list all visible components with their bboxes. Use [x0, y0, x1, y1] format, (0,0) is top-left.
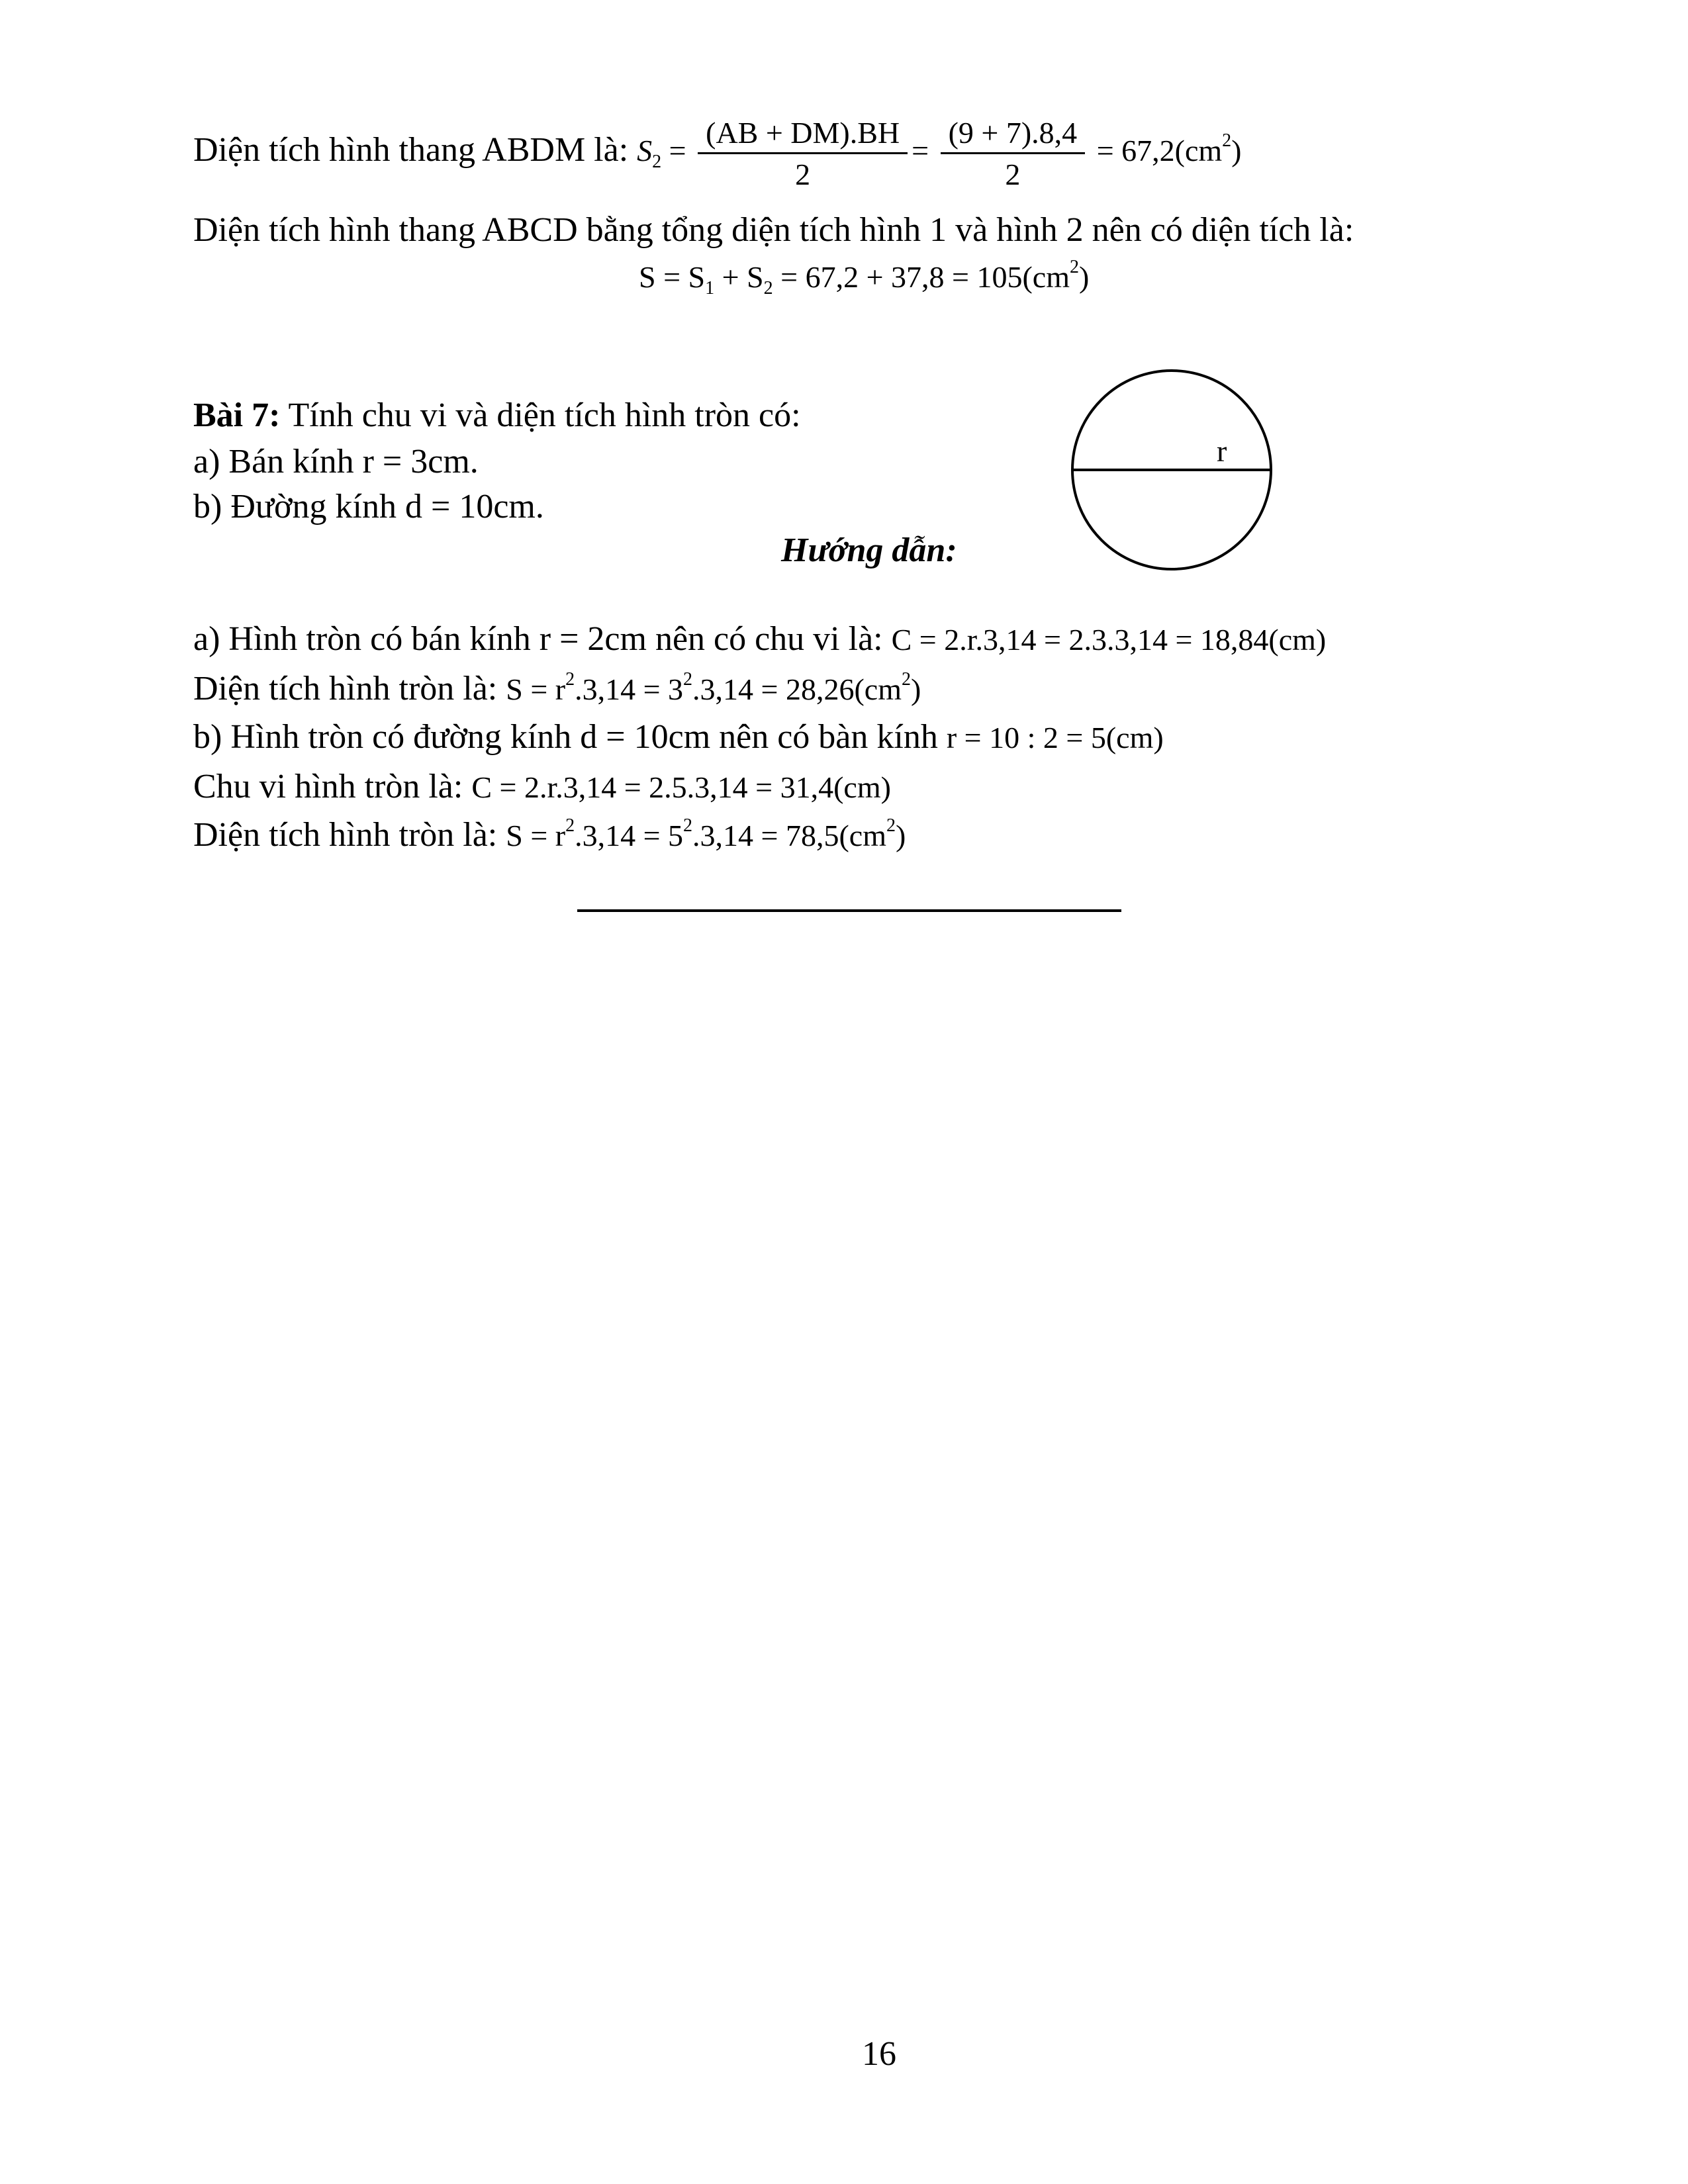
problem7-part-a: a) Bán kính r = 3cm. — [193, 443, 479, 480]
problem7-heading — [193, 398, 801, 433]
fraction-symbolic — [698, 118, 908, 190]
fraction-numerator: (9 + 7).8,4 — [941, 118, 1086, 154]
solution-area2-line: Diện tích hình tròn là: $S = r^2.3,14 = 5^2.3,14 = 78,5(cm^2)$ — [193, 815, 906, 854]
abdm-area-formula: $S_2$ = $\frac{(AB + DM).BH}{2}$ = $\frac{(9 + 7).8,4}{2}$ = $67,2(cm^2)$ — [637, 116, 1242, 191]
circle-diagram — [1059, 364, 1284, 576]
fraction-denominator: 2 — [795, 158, 811, 191]
solution-perimeter-line: Chu vi hình tròn là: C = 2.r.3,14 = 2.5.3,14 = 31,4(cm) — [193, 768, 891, 805]
abcd-area-formula: $S = S_1 + S_2 = 67,2 + 37,8 = 105(cm^2)$ — [639, 257, 1090, 298]
abdm-area-line — [193, 118, 1241, 190]
fraction-denominator: 2 — [1005, 158, 1021, 191]
problem-number: Bài 7: — [193, 396, 281, 434]
section-divider — [577, 909, 1121, 912]
problem7-part-b: b) Đường kính d = 10cm. — [193, 488, 544, 525]
solution-b-line: b) Hình tròn có đường kính d = 10cm nên có bàn kính r = 10 : 2 = 5(cm) — [193, 718, 1164, 756]
page-number: 16 — [862, 2035, 896, 2073]
problem-prompt: Tính chu vi và diện tích hình tròn có: — [288, 396, 801, 434]
abdm-area-label: Diện tích hình thang ABDM là: — [193, 131, 629, 169]
fraction-numerator: (AB + DM).BH — [698, 118, 908, 154]
abcd-area-text: Diện tích hình thang ABCD bằng tổng diện tích hình 1 và hình 2 nên có diện tích là: — [193, 211, 1354, 249]
solution-a-line: a) Hình tròn có bán kính r = 2cm nên có chu vi là: C = 2.r.3,14 = 2.3.3,14 = 18,84(cm) — [193, 620, 1327, 658]
fraction-numeric — [941, 118, 1086, 190]
radius-label: r — [1217, 434, 1227, 468]
solution-area1-line: Diện tích hình tròn là: $S = r^2.3,14 = 3^2.3,14 = 28,26(cm^2)$ — [193, 669, 921, 707]
guide-heading: Hướng dẫn: — [781, 531, 957, 569]
